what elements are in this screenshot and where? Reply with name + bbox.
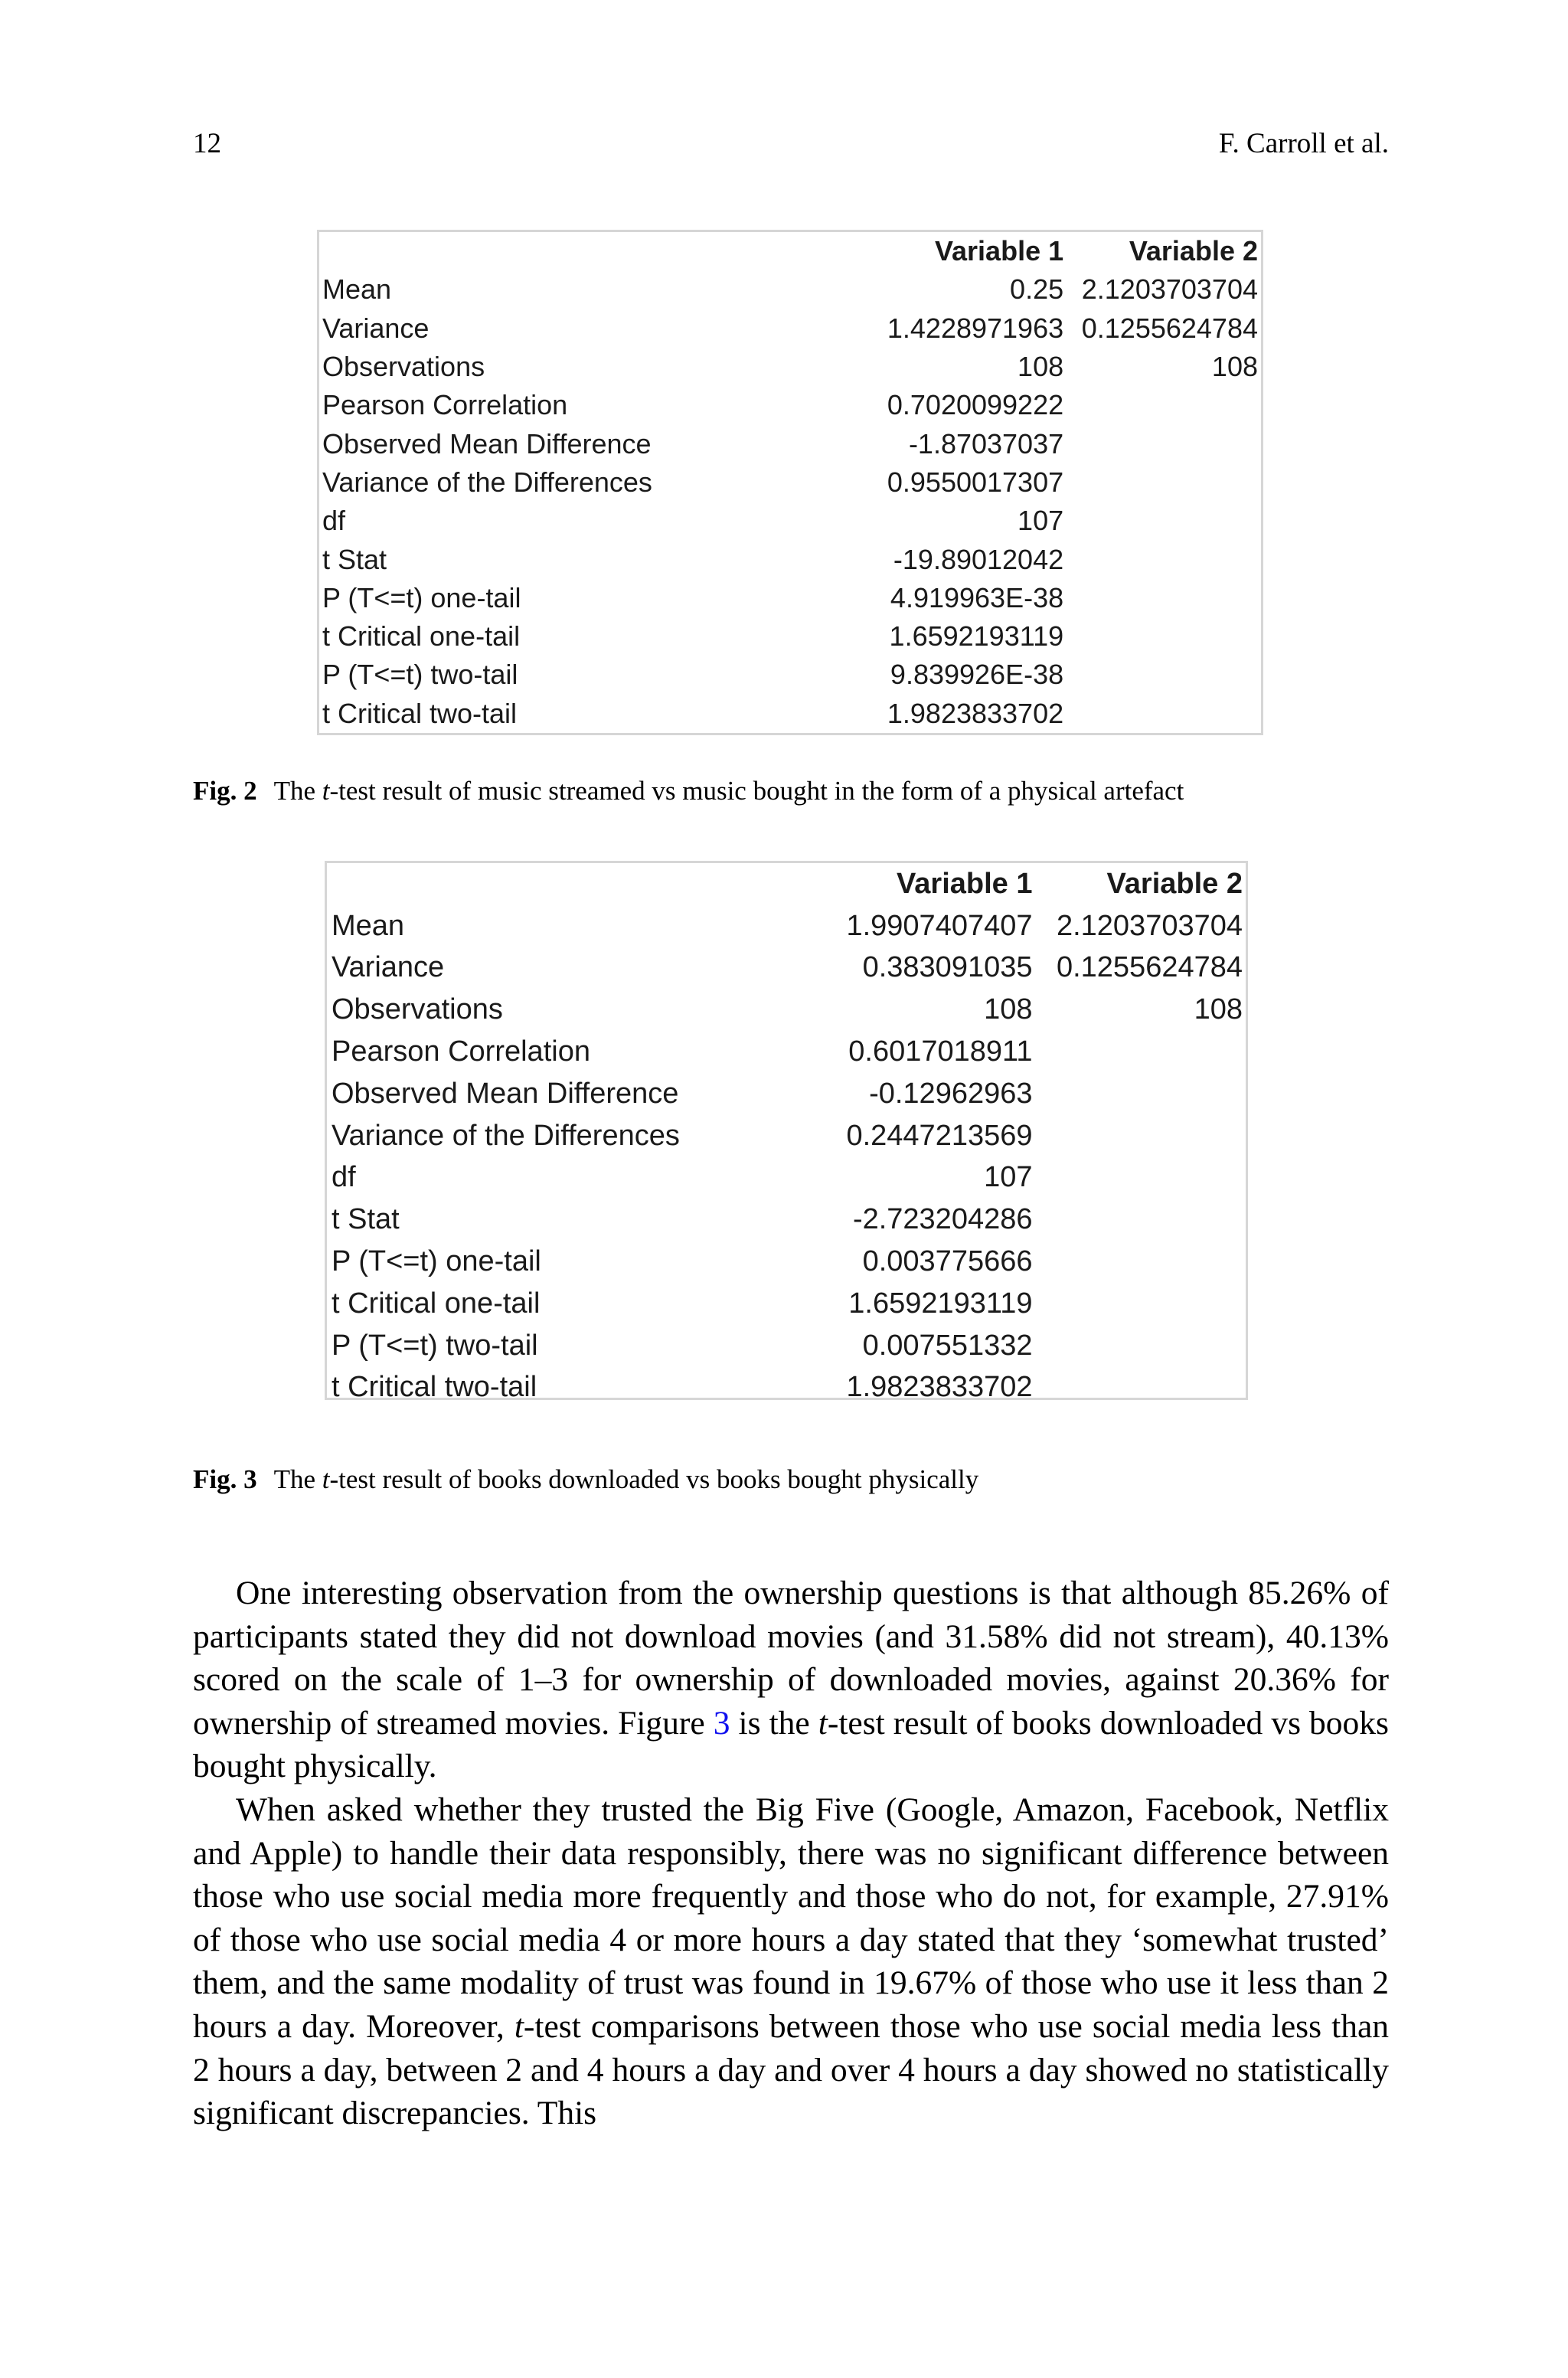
- table-row: [319, 617, 1261, 656]
- table-row: [319, 656, 1261, 694]
- row-value-2: [1033, 1199, 1246, 1241]
- row-value-2: [1063, 463, 1261, 502]
- row-value-1: 0.9550017307: [887, 466, 1064, 498]
- italic-t: t: [514, 2007, 524, 2045]
- row-value-2: [1063, 695, 1261, 733]
- row-value-2: [1033, 1241, 1246, 1283]
- row-label: Observed Mean Difference: [332, 1077, 679, 1110]
- row-value-1: 108: [1018, 351, 1064, 383]
- table-row: [327, 1283, 1246, 1325]
- table-header-empty: [319, 232, 872, 270]
- row-label: t Critical one-tail: [332, 1287, 541, 1320]
- table-row: [327, 1115, 1246, 1157]
- caption-text-post: -test result of music streamed vs music bought in the form of a physical artefact: [329, 776, 1184, 806]
- row-value-1: 0.2447213569: [846, 1119, 1033, 1152]
- row-label: P (T<=t) two-tail: [322, 659, 518, 691]
- row-label: t Critical two-tail: [322, 697, 518, 729]
- row-value-2: [1033, 1367, 1246, 1409]
- row-label: Observations: [322, 351, 485, 383]
- row-value-1: 107: [984, 1161, 1033, 1194]
- table-row: [327, 1157, 1246, 1199]
- row-value-2: [1033, 1283, 1246, 1325]
- row-value-1: 1.6592193119: [848, 1287, 1033, 1320]
- row-value-1: 107: [1018, 505, 1064, 537]
- table-row: [327, 1031, 1246, 1073]
- row-label: t Stat: [322, 543, 387, 575]
- row-value-2: 108: [1211, 351, 1258, 383]
- row-value-1: -19.89012042: [893, 543, 1064, 575]
- row-label: t Stat: [332, 1203, 400, 1236]
- table-row: [319, 424, 1261, 463]
- row-value-2: [1063, 424, 1261, 463]
- row-value-1: 0.383091035: [862, 951, 1033, 984]
- row-value-1: 1.4228971963: [887, 312, 1064, 344]
- row-value-1: 0.6017018911: [848, 1035, 1033, 1068]
- row-value-1: 1.9907407407: [846, 909, 1033, 942]
- row-value-2: [1063, 386, 1261, 424]
- row-label: t Critical one-tail: [322, 620, 521, 653]
- row-value-1: 4.919963E-38: [890, 581, 1064, 613]
- running-head-authors: F. Carroll et al.: [1218, 128, 1389, 159]
- caption-italic-t: t: [322, 776, 330, 806]
- row-value-2: [1063, 540, 1261, 578]
- row-value-1: 9.839926E-38: [890, 659, 1064, 691]
- row-label: Mean: [322, 273, 392, 306]
- paragraph-text: is the: [730, 1704, 818, 1742]
- row-label: Observed Mean Difference: [322, 427, 652, 460]
- row-label: Observations: [332, 993, 503, 1026]
- row-label: t Critical two-tail: [332, 1371, 537, 1404]
- body-text: [193, 1572, 1389, 2135]
- table-header-variable-2: Variable 2: [1106, 867, 1243, 900]
- table-row: [319, 502, 1261, 540]
- table-header-variable-2: Variable 2: [1129, 235, 1258, 267]
- figure-label: Fig. 2: [193, 776, 257, 806]
- italic-t: t: [818, 1704, 828, 1742]
- row-value-2: 2.1203703704: [1056, 909, 1243, 942]
- row-value-1: -1.87037037: [908, 427, 1064, 460]
- row-label: P (T<=t) two-tail: [332, 1329, 538, 1362]
- row-value-2: [1033, 1073, 1246, 1115]
- figure-3-reference-link[interactable]: 3: [713, 1704, 730, 1742]
- table-header-row: [327, 863, 1246, 905]
- row-value-1: 0.7020099222: [887, 389, 1064, 421]
- row-value-2: [1033, 1157, 1246, 1199]
- row-label: Pearson Correlation: [332, 1035, 590, 1068]
- figure-label: Fig. 3: [193, 1464, 257, 1494]
- table-row: [327, 947, 1246, 989]
- caption-text-post: -test result of books downloaded vs books bought physically: [329, 1464, 979, 1494]
- table-row: [319, 695, 1261, 733]
- row-value-1: 108: [984, 993, 1033, 1026]
- row-value-1: 0.007551332: [862, 1329, 1033, 1362]
- table-row: [319, 540, 1261, 578]
- caption-text-pre: The: [273, 776, 322, 806]
- row-value-1: -2.723204286: [852, 1203, 1033, 1236]
- row-label: df: [322, 505, 346, 537]
- row-value-2: [1033, 1325, 1246, 1367]
- row-value-2: [1033, 1115, 1246, 1157]
- paragraph-text: When asked whether they trusted the Big Five (Google, Amazon, Facebook, Netflix and Apple) to handle their data responsibly, there was no significant difference between those who use social media more frequently and those who do not, for example, 27.91% of those who use social media 4 or more hours a day stated that they ‘somewhat trusted’ them, and the same modality of trust was found in 19.67% of those who use it less than 2 hours a day. Moreover,: [193, 1791, 1389, 2045]
- table-row: [327, 1241, 1246, 1283]
- row-value-2: [1063, 617, 1261, 656]
- table-row: [319, 270, 1261, 309]
- table-row: [327, 1367, 1246, 1409]
- table-row: [327, 1073, 1246, 1115]
- table-row: [319, 348, 1261, 386]
- row-value-1: 0.25: [1010, 273, 1064, 306]
- row-label: df: [332, 1161, 356, 1194]
- paragraph-text: One interesting observation from the ownership questions is that although 85.26% of participants stated they did not download movies (and 31.58% did not stream), 40.13% scored on the scale of 1–3 for ownership of downloaded movies, against 20.36% for ownership of streamed movies. Figure: [193, 1575, 1389, 1742]
- row-label: Variance: [322, 312, 430, 344]
- row-value-2: [1033, 1031, 1246, 1073]
- row-value-2: [1063, 579, 1261, 617]
- row-value-2: 108: [1194, 993, 1243, 1026]
- table-row: [327, 905, 1246, 947]
- table-header-variable-1: Variable 1: [897, 867, 1033, 900]
- row-label: Variance: [332, 951, 445, 984]
- page-number: 12: [193, 128, 221, 159]
- row-value-2: [1063, 656, 1261, 694]
- table-row: [319, 309, 1261, 348]
- row-value-1: 1.6592193119: [889, 620, 1064, 653]
- table-row: [327, 989, 1246, 1031]
- row-value-2: 0.1255624784: [1081, 312, 1258, 344]
- row-label: Mean: [332, 909, 405, 942]
- fig3-caption: [193, 1464, 1389, 1496]
- table-row: [319, 463, 1261, 502]
- caption-italic-t: t: [322, 1464, 330, 1494]
- paragraph-text: -test result of books downloaded vs books bought physically.: [193, 1704, 1389, 1785]
- paragraph-ownership: [193, 1572, 1389, 1788]
- table-header-empty: [327, 863, 815, 905]
- row-value-1: 0.003775666: [862, 1245, 1033, 1278]
- table-header-variable-1: Variable 1: [935, 235, 1064, 267]
- row-value-2: [1063, 502, 1261, 540]
- table-row: [319, 386, 1261, 424]
- fig2-ttest-table: [317, 230, 1263, 735]
- table-row: [327, 1199, 1246, 1241]
- row-label: P (T<=t) one-tail: [332, 1245, 541, 1278]
- row-value-2: 2.1203703704: [1081, 273, 1258, 306]
- running-head: [193, 127, 1389, 161]
- caption-text-pre: The: [273, 1464, 322, 1494]
- row-value-1: -0.12962963: [869, 1077, 1033, 1110]
- ttest-table: [319, 232, 1261, 733]
- row-label: P (T<=t) one-tail: [322, 581, 521, 613]
- fig2-caption: [193, 775, 1389, 807]
- paragraph-trust: [193, 1788, 1389, 2135]
- table-row: [319, 579, 1261, 617]
- row-value-1: 1.9823833702: [887, 697, 1064, 729]
- row-label: Pearson Correlation: [322, 389, 568, 421]
- ttest-table: [327, 863, 1246, 1408]
- fig3-ttest-table: [325, 861, 1248, 1404]
- row-value-2: 0.1255624784: [1056, 951, 1243, 984]
- row-label: Variance of the Differences: [332, 1119, 680, 1152]
- paragraph-text: -test comparisons between those who use social media less than 2 hours a day, between 2 and 4 hours a day and over 4 hours a day showed no statistically significant discrepancies. This: [193, 2007, 1389, 2132]
- row-value-1: 1.9823833702: [846, 1371, 1033, 1404]
- table-row: [327, 1325, 1246, 1367]
- row-label: Variance of the Differences: [322, 466, 652, 498]
- table-header-row: [319, 232, 1261, 270]
